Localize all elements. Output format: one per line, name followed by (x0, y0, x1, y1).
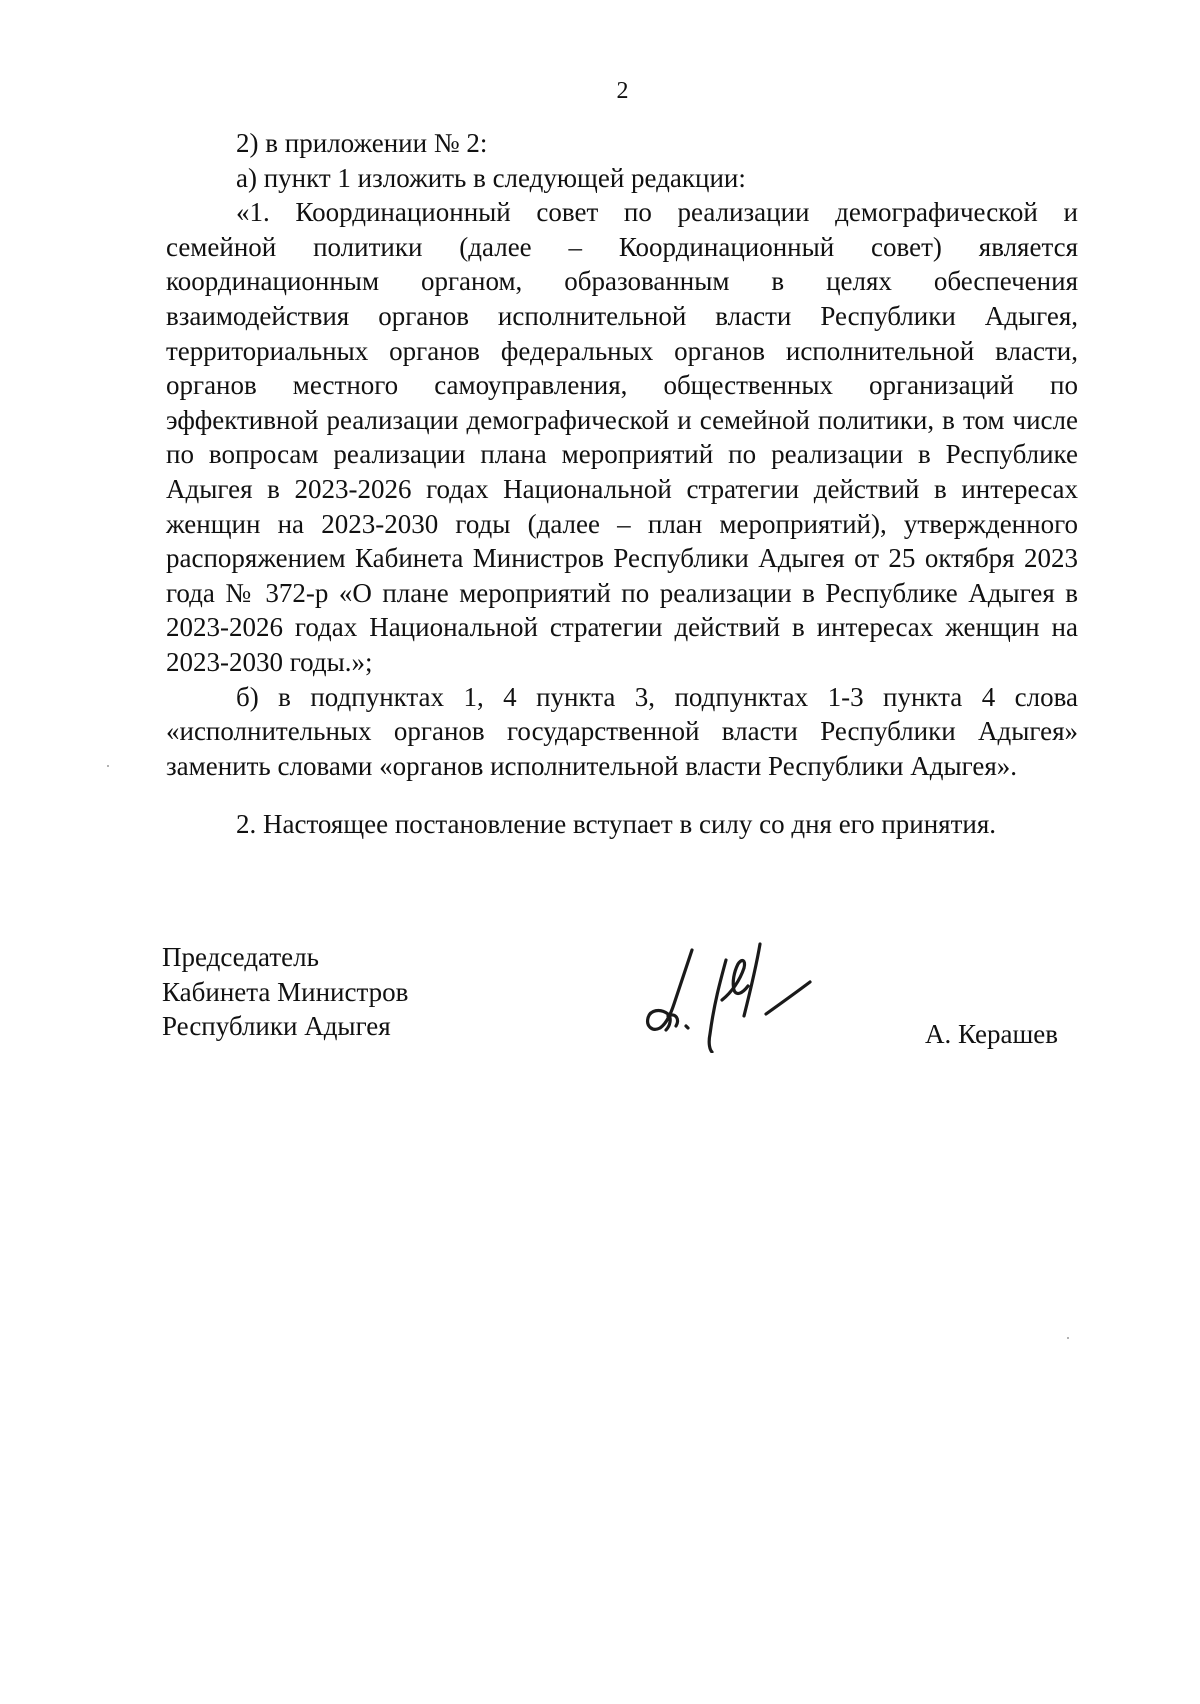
handwritten-signature-icon (640, 938, 820, 1053)
paragraph-effective-date: 2. Настоящее постановление вступает в силу со дня его принятия. (236, 809, 997, 840)
document-body (166, 126, 1078, 842)
signatory-position-line: Кабинета Министров (162, 976, 409, 1007)
page-number: 2 (616, 78, 629, 104)
signatory-name: А. Керашев (925, 1019, 1058, 1049)
paragraph-item-a: а) пункт 1 изложить в следующей редакции: (236, 162, 746, 193)
paragraph-appendix-2: 2) в приложении № 2: (236, 128, 488, 158)
scan-speck (107, 765, 109, 767)
paragraph-coordination-council: «1. Координационный совет по реализации демографической и семейной политики (далее – Координационный совет) является координационным органом, образованным в целях обеспечения взаимодействия органов исполнительной власти Республики Адыгея, территориальных органов федеральных органов исполнительной власти, органов местного самоуправления, общественных организаций по эффективной реализации демографической и семейной политики, в том числе по вопросам реализации плана мероприятий по реализации в Республике Адыгея в 2023-2026 годах Национальной стратегии действий в интересах женщин на 2023-2030 годы (далее – план мероприятий), утвержденного распоряжением Кабинета Министров Республики Адыгея от 25 октября 2023 года № 372-р «О плане мероприятий по реализации в Республике Адыгея в 2023-2026 годах Национальной стратегии действий в интересах женщин на 2023-2030 годы.»; (166, 197, 1078, 677)
signatory-position-line: Председатель (162, 942, 319, 972)
signatory-position-line: Республики Адыгея (162, 1011, 391, 1041)
signatory-position (162, 940, 408, 1044)
paragraph-item-b: б) в подпунктах 1, 4 пункта 3, подпунктах 1-3 пункта 4 слова «исполнительных органов государственной власти Республики Адыгея» заменить словами «органов исполнительной власти Республики Адыгея». (166, 681, 1078, 781)
scan-speck (1067, 1337, 1069, 1339)
